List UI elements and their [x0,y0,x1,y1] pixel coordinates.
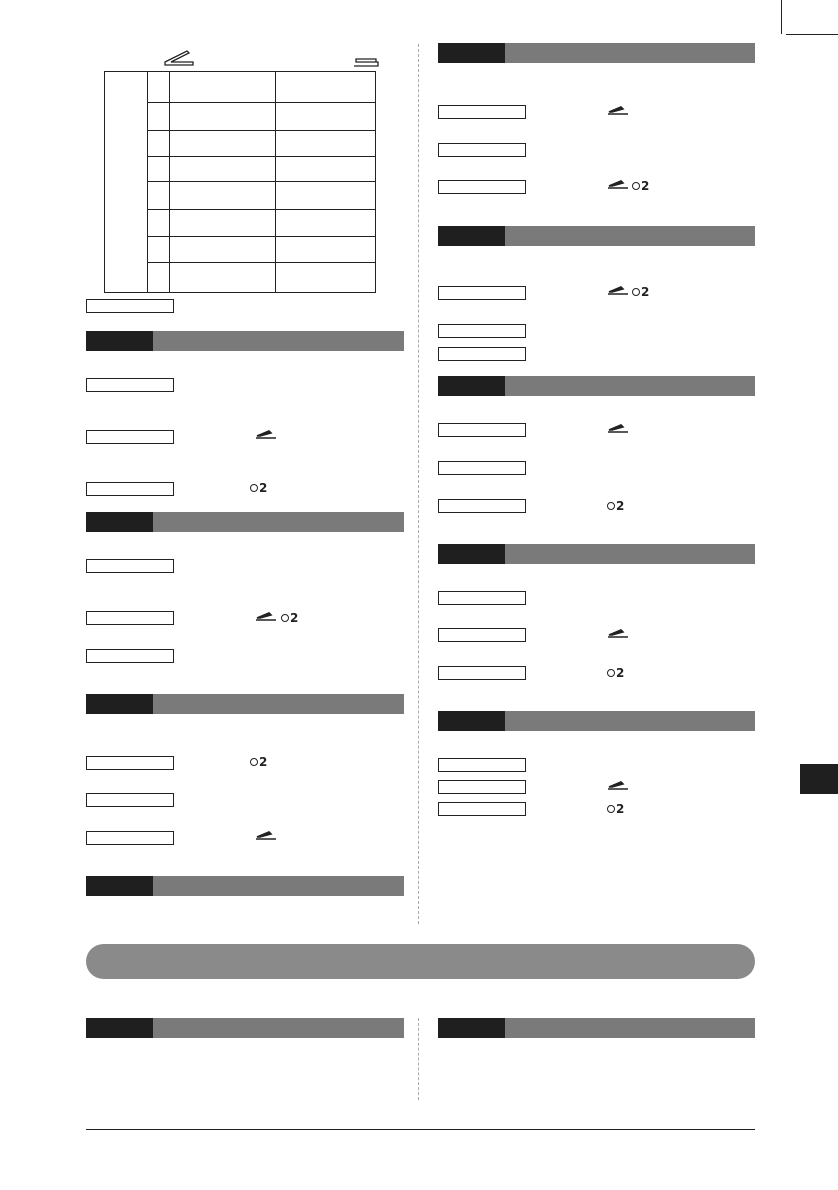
parameter-box [86,430,174,444]
parameter-box [438,591,526,605]
effect-header [86,512,404,532]
pedal-up-icon [163,49,195,67]
power-timer-icon: 2 [607,803,624,815]
parameter-box [438,780,526,794]
effect-header [86,1018,404,1038]
parameter-box [86,378,174,392]
effect-header [438,711,755,731]
effect-header [438,544,755,564]
parameter-box [86,299,174,313]
footer-rule [86,1129,755,1130]
expression-pedal-icon [255,611,277,621]
parameter-box [86,756,174,770]
parameter-box [438,628,526,642]
expression-pedal-icon [607,105,629,115]
effect-header [438,226,755,246]
effect-header [86,876,404,896]
power-timer-icon: 2 [607,667,624,679]
crop-mark-vertical [781,0,782,34]
power-timer-icon: 2 [632,286,649,298]
expression-pedal-icon [607,423,629,433]
pedal-range-table [104,71,376,293]
parameter-box [438,143,526,157]
effect-header [438,43,755,63]
effect-header [438,376,755,396]
parameter-box [86,793,174,807]
parameter-box [438,180,526,194]
power-timer-icon: 2 [250,482,267,494]
parameter-box [438,499,526,513]
parameter-box [86,482,174,496]
column-divider [418,1018,419,1100]
expression-pedal-icon [607,780,629,790]
parameter-box [438,324,526,338]
effect-header [86,694,404,714]
expression-pedal-icon [607,285,629,295]
parameter-box [438,758,526,772]
power-timer-icon: 2 [632,180,649,192]
pedal-flat-icon [352,56,380,68]
power-timer-icon: 2 [281,612,298,624]
parameter-box [86,831,174,845]
expression-pedal-icon [255,429,277,439]
parameter-box [438,286,526,300]
parameter-box [438,666,526,680]
section-banner [86,944,755,979]
parameter-box [438,105,526,119]
expression-pedal-icon [255,830,277,840]
chapter-tab [800,764,838,794]
parameter-box [86,559,174,573]
crop-mark-horizontal [786,34,838,35]
column-divider [418,44,419,924]
parameter-box [86,649,174,663]
power-timer-icon: 2 [607,500,624,512]
expression-pedal-icon [607,179,629,189]
effect-header [86,331,404,351]
parameter-box [438,802,526,816]
expression-pedal-icon [607,628,629,638]
parameter-box [438,423,526,437]
power-timer-icon: 2 [250,756,267,768]
parameter-box [438,347,526,361]
parameter-box [86,611,174,625]
effect-header [438,1018,755,1038]
parameter-box [438,461,526,475]
